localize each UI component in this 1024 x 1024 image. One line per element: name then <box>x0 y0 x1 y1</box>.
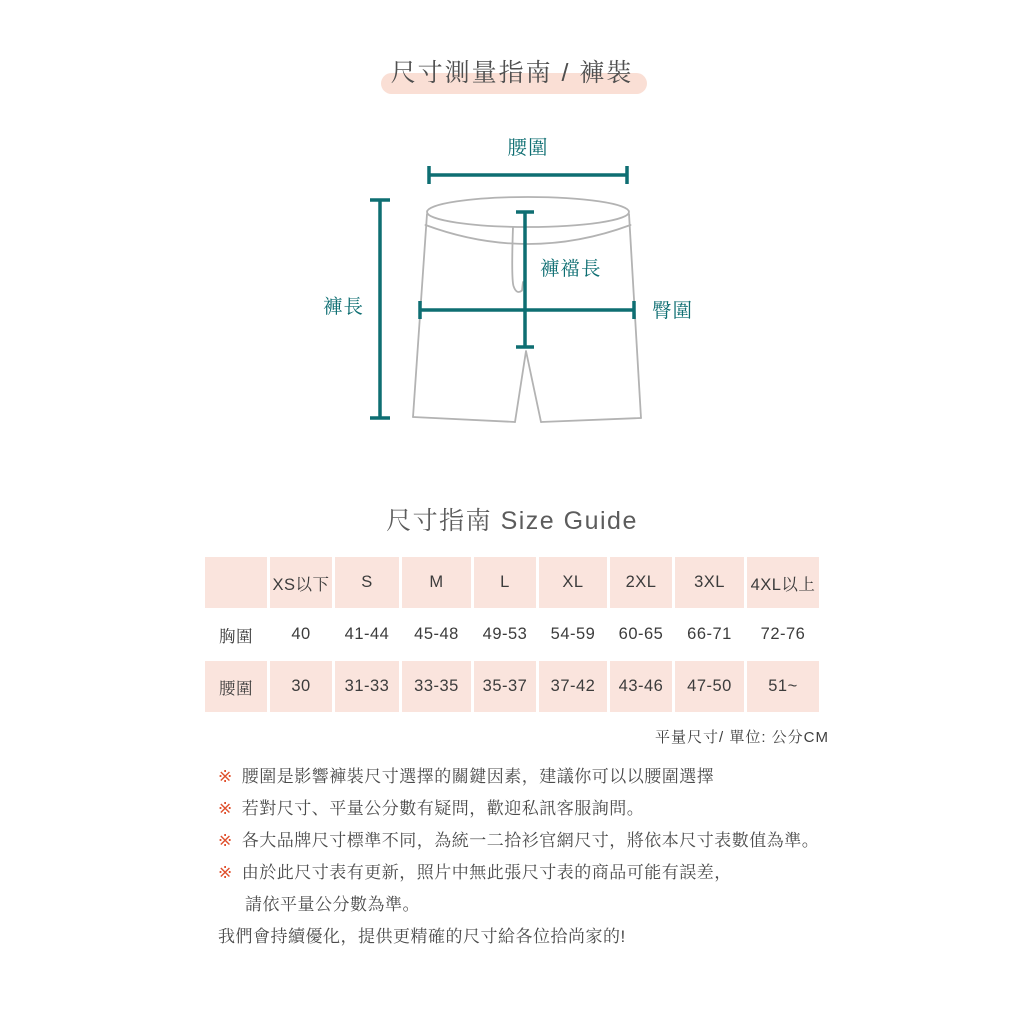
size-table <box>202 556 822 713</box>
table-header-row <box>205 557 819 608</box>
waist-measure-line <box>429 166 627 184</box>
reference-mark-icon: ※ <box>218 767 233 786</box>
cell: 60-65 <box>610 609 672 660</box>
cell: 45-48 <box>402 609 471 660</box>
cell: 49-53 <box>474 609 536 660</box>
col-header: M <box>402 557 471 608</box>
col-header: S <box>335 557 399 608</box>
cell: 40 <box>270 609 332 660</box>
crotch-label: 褲襠長 <box>540 258 602 280</box>
note-text: 各大品牌尺寸標準不同，為統一二拾衫官網尺寸，將依本尺寸表數值為準。 <box>241 831 820 850</box>
cell: 54-59 <box>539 609 607 660</box>
length-label: 褲長 <box>322 296 364 318</box>
table-row-chest <box>205 609 819 660</box>
row-label: 胸圍 <box>205 609 267 660</box>
corner-cell <box>205 557 267 608</box>
note-text: 若對尺寸、平量公分數有疑問，歡迎私訊客服詢問。 <box>241 799 645 818</box>
col-header: 2XL <box>610 557 672 608</box>
note-item <box>218 761 918 793</box>
row-label: 腰圍 <box>205 661 267 712</box>
cell: 30 <box>270 661 332 712</box>
closing-note: 我們會持續優化，提供更精確的尺寸給各位拾尚家的! <box>218 927 626 946</box>
cell: 35-37 <box>474 661 536 712</box>
cell: 41-44 <box>335 609 399 660</box>
pants-measurement-diagram <box>302 128 722 463</box>
note-text: 由於此尺寸表有更新，照片中無此張尺寸表的商品可能有誤差， <box>241 863 732 882</box>
note-text: 腰圍是影響褲裝尺寸選擇的關鍵因素，建議你可以以腰圍選擇 <box>241 767 715 786</box>
col-header: 4XL以上 <box>747 557 819 608</box>
col-header: XL <box>539 557 607 608</box>
cell: 37-42 <box>539 661 607 712</box>
length-measure-line <box>370 200 390 418</box>
crotch-measure-line <box>516 212 534 347</box>
hip-measure-line <box>420 301 634 319</box>
page-title-wrap <box>391 53 634 89</box>
hip-label: 臀圍 <box>652 300 694 322</box>
cell: 33-35 <box>402 661 471 712</box>
cell: 47-50 <box>675 661 744 712</box>
note-item <box>218 825 918 857</box>
unit-note: 平量尺寸/ 單位: 公分CM <box>655 729 829 746</box>
reference-mark-icon: ※ <box>218 799 233 818</box>
cell: 43-46 <box>610 661 672 712</box>
col-header: 3XL <box>675 557 744 608</box>
reference-mark-icon: ※ <box>218 863 233 882</box>
col-header: XS以下 <box>270 557 332 608</box>
page-header <box>0 53 1024 89</box>
waist-label: 腰圍 <box>507 137 549 159</box>
size-guide-heading: 尺寸指南 Size Guide <box>386 507 638 535</box>
note-item <box>218 857 918 889</box>
notes-list <box>218 761 918 953</box>
col-header: L <box>474 557 536 608</box>
page-title: 尺寸測量指南 / 褲裝 <box>390 59 634 87</box>
reference-mark-icon: ※ <box>218 831 233 850</box>
cell: 66-71 <box>675 609 744 660</box>
cell: 51~ <box>747 661 819 712</box>
table-row-waist <box>205 661 819 712</box>
cell: 31-33 <box>335 661 399 712</box>
size-table-wrap <box>0 556 1024 713</box>
cell: 72-76 <box>747 609 819 660</box>
measurement-lines <box>370 166 634 418</box>
note-item <box>218 793 918 825</box>
note-continuation: 請依平量公分數為準。 <box>245 895 420 914</box>
